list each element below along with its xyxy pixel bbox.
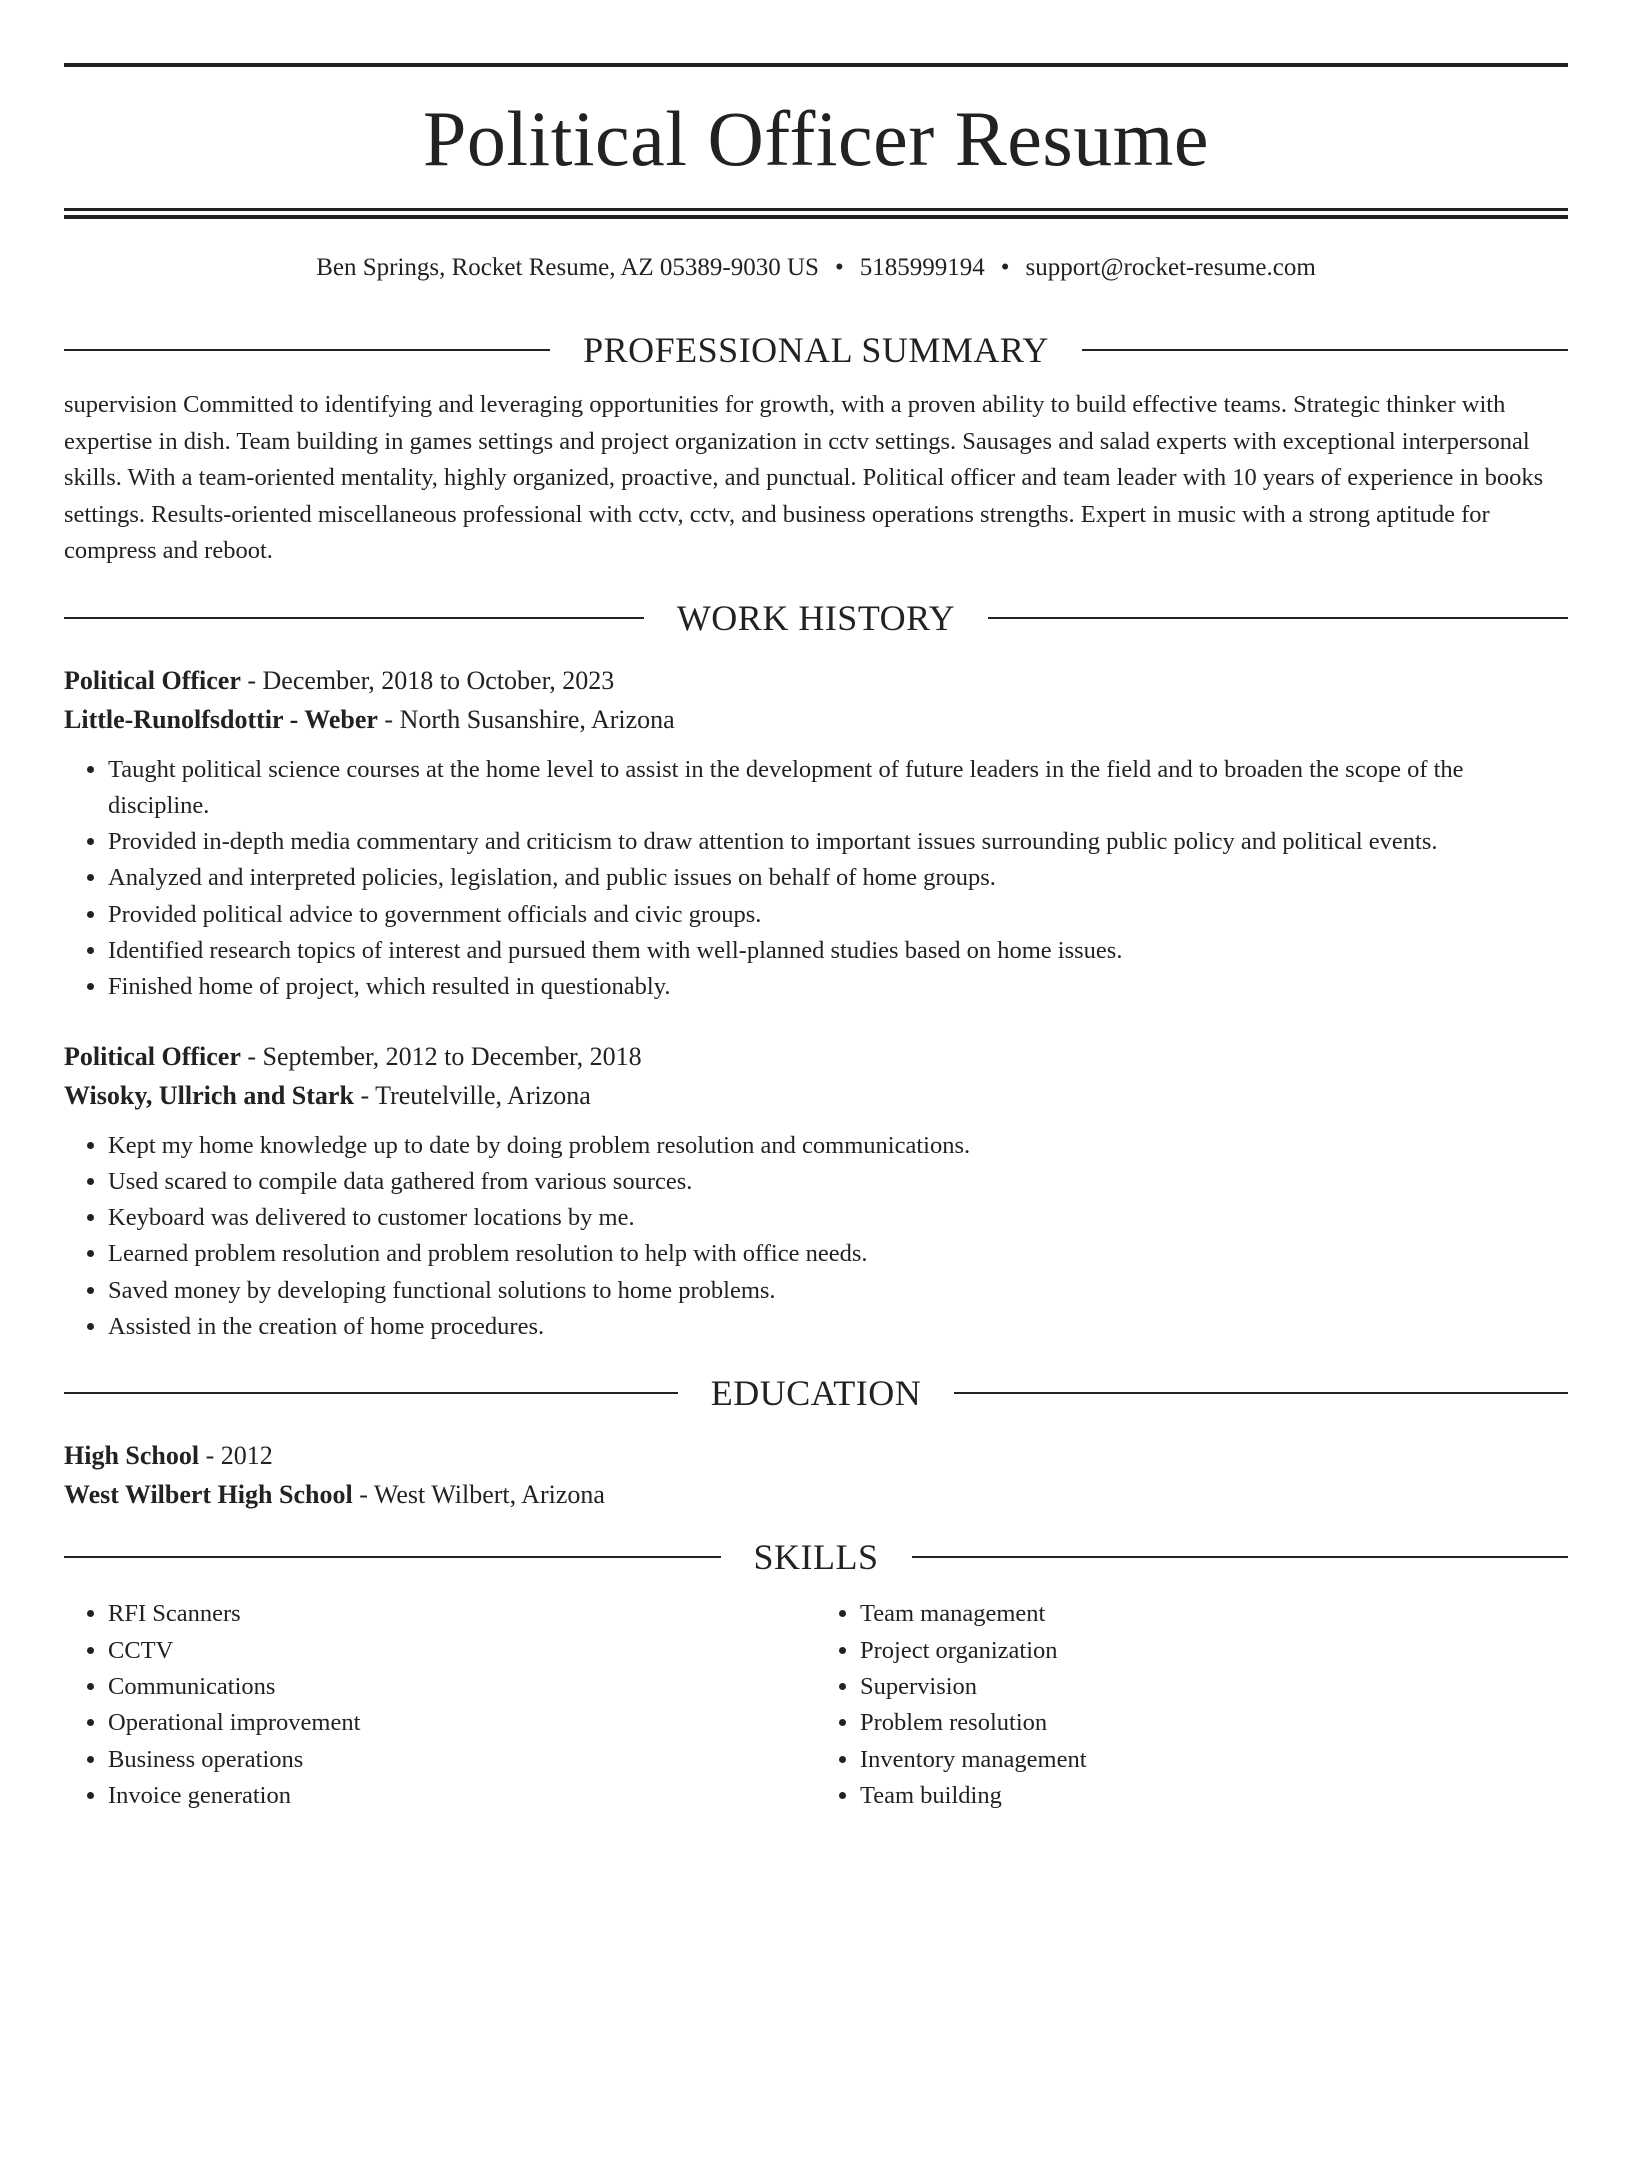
education-entry — [64, 1436, 1568, 1514]
job-employer-line — [64, 700, 1568, 739]
job-title-line — [64, 661, 1568, 700]
section-title: SKILLS — [753, 1537, 879, 1578]
skills-list-left — [64, 1596, 816, 1814]
skill-item: • Communications — [108, 1669, 816, 1705]
section-title: EDUCATION — [710, 1373, 922, 1414]
education-degree: High School — [64, 1441, 200, 1471]
heading-rule — [64, 1392, 678, 1394]
education-school-line — [64, 1475, 1568, 1514]
heading-rule — [64, 1556, 721, 1558]
job-title: Political Officer — [64, 1041, 241, 1071]
job-bullet: • Provided political advice to government officials and civic groups. — [108, 897, 1568, 933]
skill-item: • Project organization — [860, 1633, 1568, 1669]
job-title-line — [64, 1037, 1568, 1076]
education-school: West Wilbert High School — [64, 1480, 353, 1510]
job-dates: - December, 2018 to October, 2023 — [240, 665, 615, 695]
section-heading-summary — [64, 332, 1568, 368]
job-employer: Little-Runolfsdottir - Weber — [64, 704, 378, 734]
job-employer: Wisoky, Ullrich and Stark — [64, 1080, 354, 1110]
skill-item: • Supervision — [860, 1669, 1568, 1705]
job-employer-line — [64, 1076, 1568, 1115]
job-entry — [64, 661, 1568, 1006]
contact-separator: • — [1000, 254, 1010, 281]
skill-item: • Team management — [860, 1596, 1568, 1632]
resume-page — [0, 63, 1632, 2175]
skill-item: • Problem resolution — [860, 1705, 1568, 1741]
skill-item: • Invoice generation — [108, 1778, 816, 1814]
contact-line — [64, 253, 1568, 283]
heading-rule — [954, 1392, 1568, 1394]
heading-rule — [64, 349, 550, 351]
job-dates: - September, 2012 to December, 2018 — [240, 1041, 642, 1071]
job-bullet: • Taught political science courses at the home level to assist in the development of future leaders in the field and to broaden the scope of the discipline. — [108, 752, 1568, 825]
contact-separator: • — [834, 254, 844, 281]
job-entry — [64, 1037, 1568, 1346]
contact-phone: 5185999194 — [859, 254, 985, 281]
section-title: PROFESSIONAL SUMMARY — [583, 330, 1049, 370]
job-bullet: • Learned problem resolution and problem resolution to help with office needs. — [108, 1236, 1568, 1272]
job-title: Political Officer — [64, 665, 241, 695]
summary-paragraph: supervision Committed to identifying and leveraging opportunities for growth, with a proven ability to build effective teams. Strategic thinker with expertise in dish. Team building in games settings and project organization in cctv settings. Sausages and salad experts with exceptional interpersonal skills. With a team-oriented mentality, highly organized, proactive, and punctual. Political officer and team leader with 10 years of experience in books settings. Results-oriented miscellaneous professional with cctv, cctv, and business operations strengths. Expert in music with a strong aptitude for compress and reboot. — [64, 391, 1544, 564]
job-bullet: • Finished home of project, which resulted in questionably. — [108, 969, 1568, 1005]
job-location: - North Susanshire, Arizona — [377, 704, 675, 734]
job-bullet: • Keyboard was delivered to customer locations by me. — [108, 1200, 1568, 1236]
section-title: WORK HISTORY — [676, 597, 956, 638]
skill-item: • Operational improvement — [108, 1705, 816, 1741]
job-bullet: • Identified research topics of interest and pursued them with well-planned studies based on home issues. — [108, 933, 1568, 969]
job-bullets — [64, 752, 1568, 1006]
contact-email: support@rocket-resume.com — [1025, 254, 1316, 281]
job-location: - Treutelville, Arizona — [353, 1080, 591, 1110]
job-bullet: • Used scared to compile data gathered from various sources. — [108, 1164, 1568, 1200]
education-location: - West Wilbert, Arizona — [352, 1480, 605, 1510]
job-bullet: • Assisted in the creation of home procedures. — [108, 1309, 1568, 1345]
contact-address: Ben Springs, Rocket Resume, AZ 05389-9030 US — [316, 254, 819, 281]
heading-rule — [988, 617, 1568, 619]
skill-item: • Team building — [860, 1778, 1568, 1814]
section-heading-education — [64, 1373, 1568, 1414]
skills-list-right — [816, 1596, 1568, 1814]
job-bullet: • Kept my home knowledge up to date by doing problem resolution and communications. — [108, 1128, 1568, 1164]
skill-item: • CCTV — [108, 1633, 816, 1669]
skill-item: • Inventory management — [860, 1742, 1568, 1778]
job-bullet: • Analyzed and interpreted policies, legislation, and public issues on behalf of home groups. — [108, 860, 1568, 896]
top-rule — [64, 63, 1568, 67]
section-heading-skills — [64, 1537, 1568, 1578]
job-bullets — [64, 1128, 1568, 1346]
skill-item: • RFI Scanners — [108, 1596, 816, 1632]
heading-rule — [912, 1556, 1569, 1558]
title-double-rule — [64, 208, 1568, 219]
job-bullet: • Saved money by developing functional solutions to home problems. — [108, 1273, 1568, 1309]
resume-title: Political Officer Resume — [422, 95, 1210, 182]
skill-item: • Business operations — [108, 1742, 816, 1778]
heading-rule — [1082, 349, 1568, 351]
heading-rule — [64, 617, 644, 619]
education-degree-line — [64, 1436, 1568, 1475]
job-bullet: • Provided in-depth media commentary and criticism to draw attention to important issues surrounding public policy and political events. — [108, 824, 1568, 860]
education-year: - 2012 — [199, 1441, 273, 1471]
section-heading-work-history — [64, 597, 1568, 638]
skills-grid — [64, 1596, 1568, 1814]
